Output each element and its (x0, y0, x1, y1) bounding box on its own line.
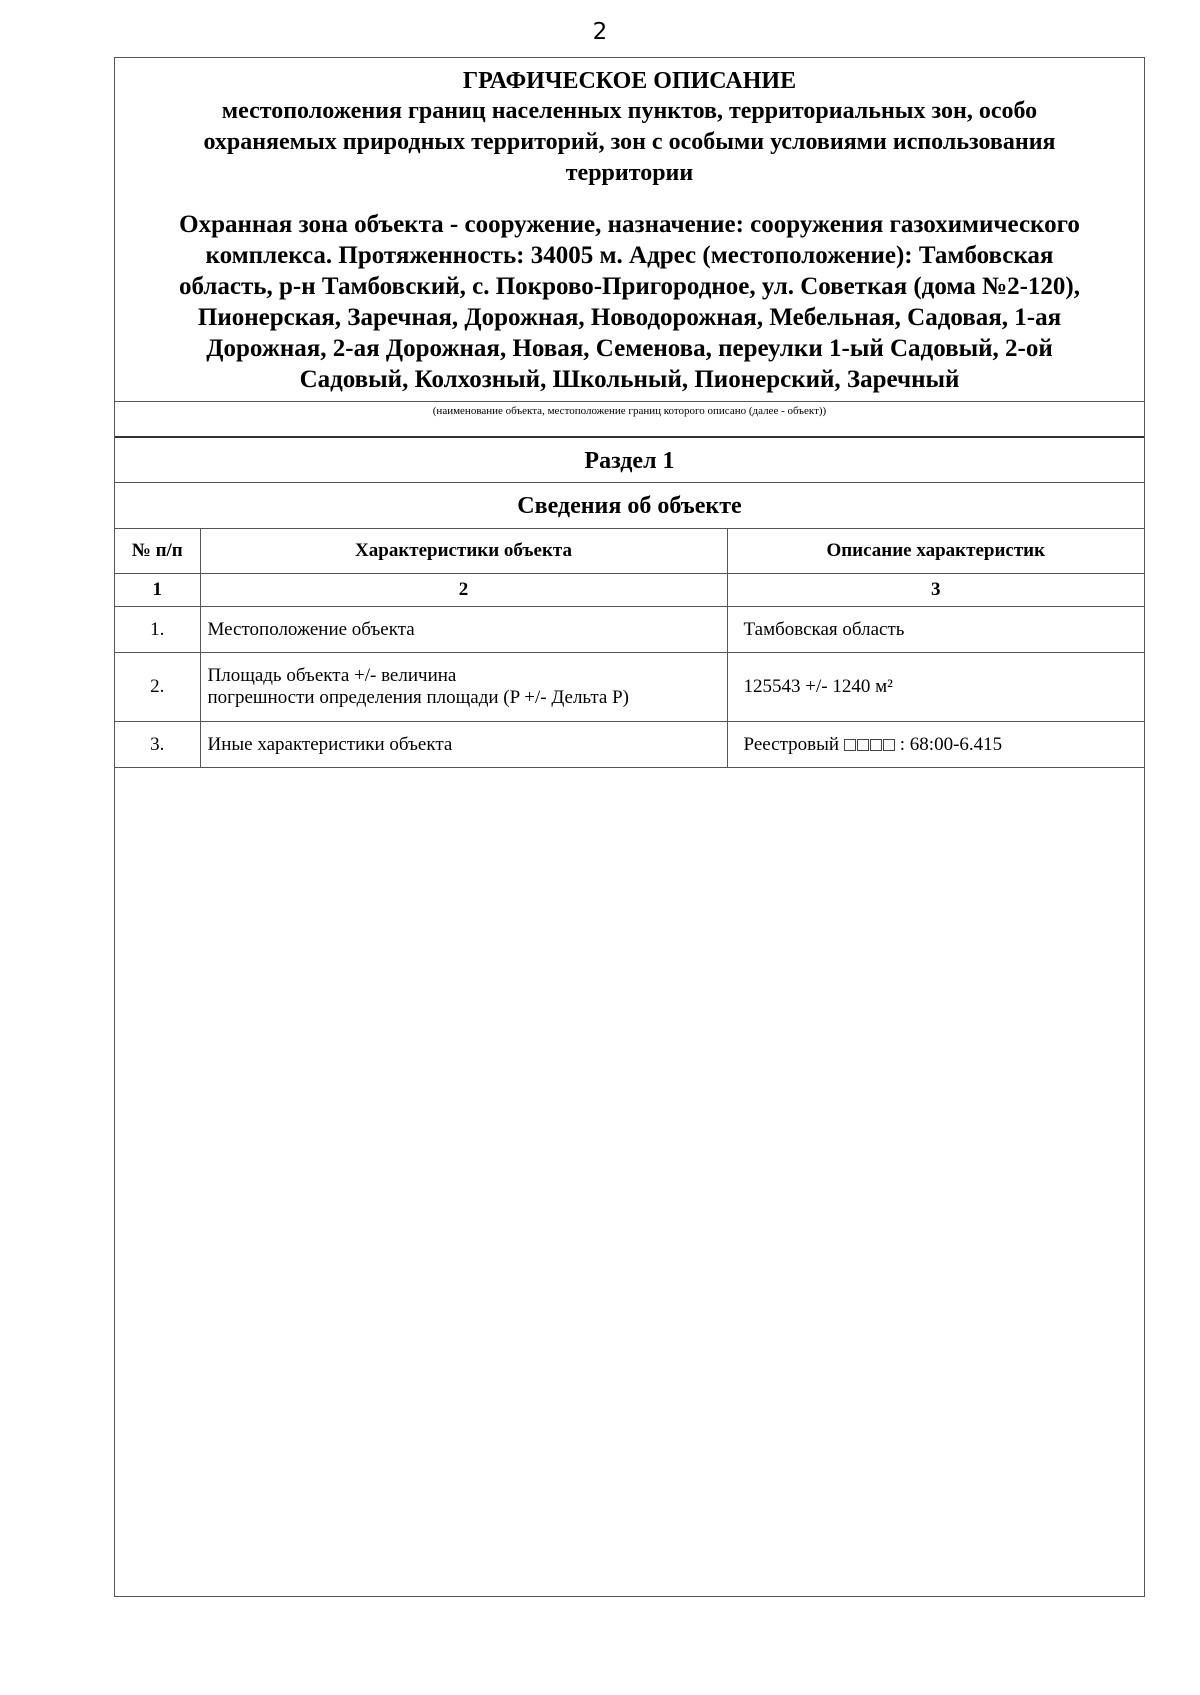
row-characteristic (200, 653, 727, 722)
object-name-caption: (наименование объекта, местоположение границ которого описано (далее - объект)) (115, 401, 1144, 436)
description-prefix: Реестровый (743, 733, 840, 755)
table-header-row (115, 529, 1144, 574)
row-description: 125543 +/- 1240 м² (727, 653, 1144, 722)
subtitle-line: территории (565, 160, 694, 186)
row-number: 1. (115, 607, 200, 653)
table-row (115, 722, 1144, 768)
section-subtitle: Сведения об объекте (115, 482, 1144, 528)
document-subtitle (115, 96, 1144, 189)
row-number: 3. (115, 722, 200, 768)
column-number: 3 (727, 574, 1144, 607)
missing-glyph-boxes (844, 734, 896, 755)
subtitle-line: охраняемых природных территорий, зон с особыми условиями использования (203, 129, 1056, 155)
row-characteristic: Местоположение объекта (200, 607, 727, 653)
document-title: ГРАФИЧЕСКОЕ ОПИСАНИЕ (462, 68, 797, 94)
column-header-characteristic: Характеристики объекта (200, 529, 727, 574)
row-description: Тамбовская область (727, 607, 1144, 653)
object-name-line: Дорожная, 2-ая Дорожная, Новая, Семенова, переулки 1-ый Садовый, 2-ой (206, 335, 1053, 362)
object-name-line: Охранная зона объекта - сооружение, назначение: сооружения газохимического (179, 211, 1080, 238)
object-name (115, 189, 1144, 401)
row-characteristic: Иные характеристики объекта (200, 722, 727, 768)
document-frame (114, 57, 1145, 1597)
table-row (115, 653, 1144, 722)
missing-glyph-box (870, 739, 882, 751)
missing-glyph-box (844, 739, 856, 751)
subtitle-line: местоположения границ населенных пунктов, территориальных зон, особо (221, 98, 1038, 124)
object-name-line: область, р-н Тамбовский, с. Покрово-Пригородное, ул. Советкая (дома №2-120), (179, 273, 1080, 300)
object-name-line: комплекса. Протяженность: 34005 м. Адрес (местоположение): Тамбовская (205, 242, 1054, 269)
column-number: 1 (115, 574, 200, 607)
column-numbers-row (115, 574, 1144, 607)
column-header-num: № п/п (115, 529, 200, 574)
object-name-line: Садовый, Колхозный, Школьный, Пионерский, Заречный (299, 366, 960, 393)
object-name-line: Пионерская, Заречная, Дорожная, Новодорожная, Мебельная, Садовая, 1-ая (197, 304, 1062, 331)
table-row (115, 607, 1144, 653)
page-number: 2 (592, 19, 608, 45)
column-number: 2 (200, 574, 727, 607)
missing-glyph-box (883, 739, 895, 751)
column-header-description: Описание характеристик (727, 529, 1144, 574)
description-suffix: : 68:00-6.415 (899, 733, 1003, 755)
characteristic-line: Площадь объекта +/- величина (207, 665, 457, 686)
document-header (115, 58, 1144, 401)
missing-glyph-box (857, 739, 869, 751)
section-title: Раздел 1 (115, 436, 1144, 482)
object-properties-table (115, 528, 1144, 768)
row-number: 2. (115, 653, 200, 722)
row-description (727, 722, 1144, 768)
characteristic-line: погрешности определения площади (P +/- Дельта P) (207, 687, 629, 708)
